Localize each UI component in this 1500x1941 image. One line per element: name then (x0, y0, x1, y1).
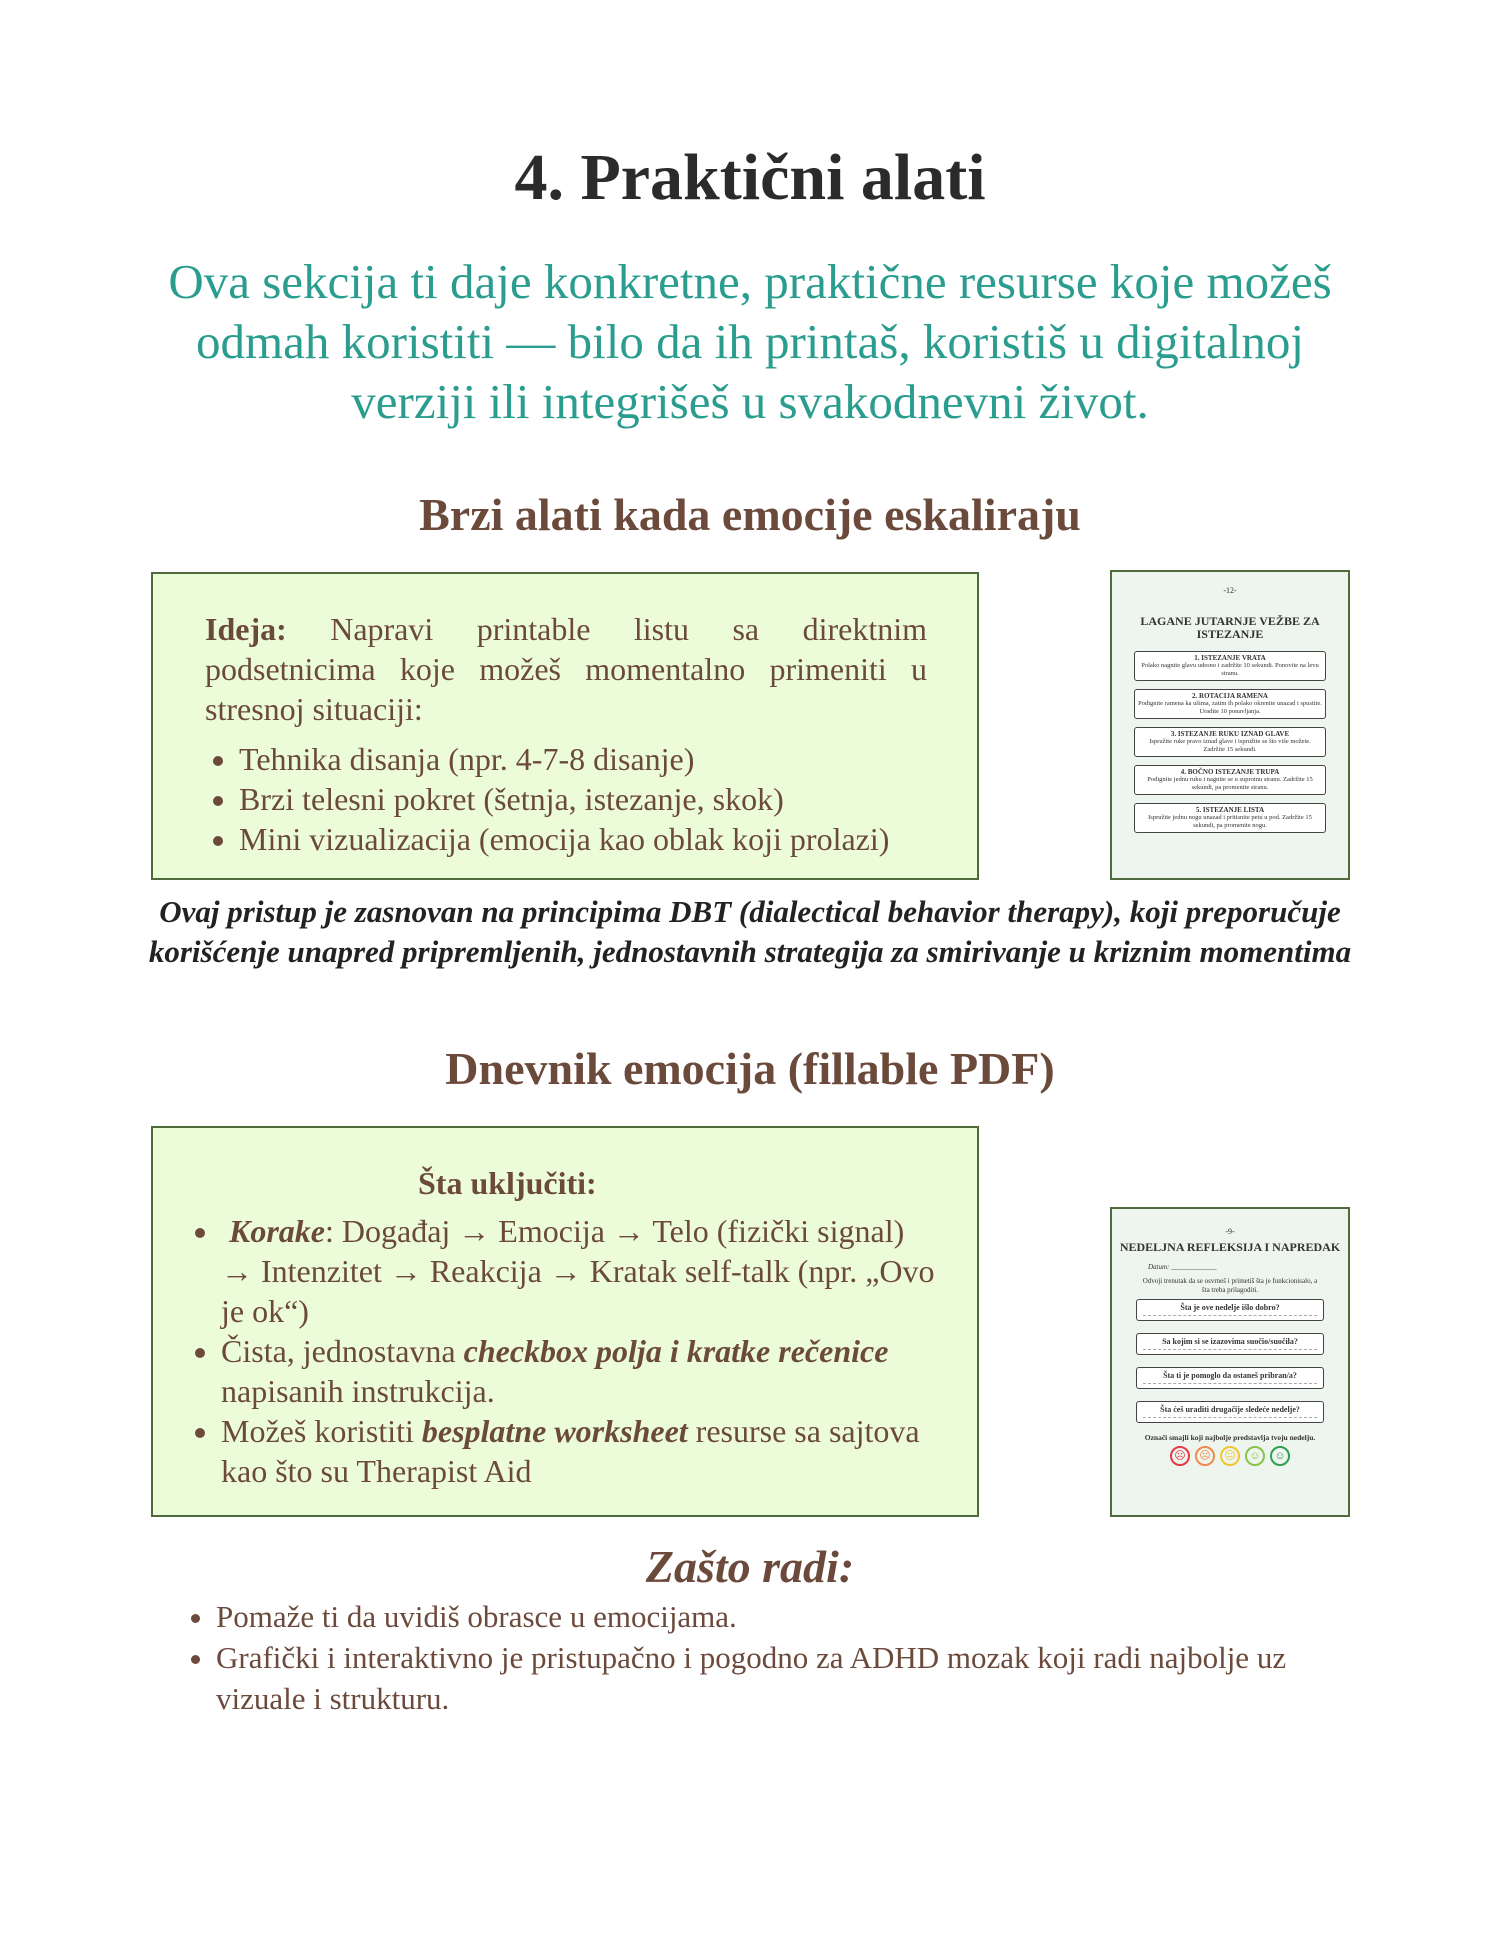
question-card: Šta ćeš uraditi drugačije sledeće nedelje? (1136, 1401, 1324, 1423)
emphasis: besplatne worksheet (421, 1413, 688, 1449)
list-item: • Grafički i interaktivno je pristupačno i pogodno za ADHD mozak koji radi najbolje uz vizuale i strukturu. (216, 1637, 1366, 1719)
section-heading-emotion-journal: Dnevnik emocija (fillable PDF) (445, 1043, 1055, 1094)
exercise-text: Ispružite ruke pravo iznad glave i ispružite se što više možete. Zadržite 15 sekundi. (1149, 738, 1311, 753)
emphasis: Korake (229, 1213, 325, 1249)
item-text: Možeš koristiti (221, 1413, 422, 1449)
exercise-card (1134, 651, 1326, 681)
question-card: Šta je ove nedelje išlo dobro? (1136, 1299, 1324, 1321)
sad-face-icon: ☹ (1195, 1446, 1215, 1466)
item-text: napisanih instrukcija. (221, 1373, 495, 1409)
list-item (221, 1211, 937, 1331)
item-text: : Događaj → Emocija → Telo (fizički signal) → Intenzitet → Reakcija → Kratak self-talk (npr. „Ovo je ok“) (221, 1213, 935, 1329)
idea-paragraph (205, 609, 927, 729)
list-item: • Pomaže ti da uvidiš obrasce u emocijama. (216, 1596, 1366, 1637)
exercise-text: Podignite ramena ka ušima, zatim ih polako okrenite unazad i spustite. Uradite 10 ponavljanja. (1138, 700, 1322, 715)
exercise-card (1134, 803, 1326, 833)
dbt-note: Ovaj pristup je zasnovan na principima DBT (dialectical behavior therapy), koji preporučuje korišćenje unapred pripremljenih, jednostavnih strategija za smirivanje u kriznim momentima (148, 894, 1352, 969)
idea-label: Ideja: (205, 611, 287, 647)
weekly-reflection-thumbnail (1110, 1207, 1350, 1517)
thumb-page-number: -12- (1223, 586, 1237, 595)
item-text: resurse sa sajtova kao što su Therapist Aid (221, 1413, 920, 1489)
list-item (221, 1411, 937, 1491)
thumb-title: NEDELJNA REFLEKSIJA I NAPREDAK (1119, 1240, 1341, 1254)
exercise-text: Podignite jednu ruku i nagnite se u suprotnu stranu. Zadržite 15 sekundi, pa promenite stranu. (1147, 776, 1313, 791)
include-subheading: Šta uključiti: (418, 1165, 597, 1201)
smile-face-icon: ☺ (1245, 1446, 1265, 1466)
why-heading: Zašto radi: (645, 1541, 855, 1592)
include-box (151, 1126, 979, 1517)
emphasis: checkbox polja i kratke rečenice (463, 1333, 889, 1369)
exercise-title: 5. ISTEZANJE LISTA (1195, 806, 1265, 814)
list-item (221, 1331, 937, 1411)
idea-text: Napravi printable listu sa direktnim podsetnicima koje možeš momentalno primeniti u stresnoj situaciji: (205, 611, 927, 727)
exercise-text: Ispružite jednu nogu unazad i pritisnite petu u pod. Zadržite 15 sekundi, pa promenite nogu. (1148, 814, 1312, 829)
question-card: Sa kojim si se izazovima suočio/suočila? (1136, 1333, 1324, 1355)
idea-list (205, 739, 927, 859)
list-item: • Tehnika disanja (npr. 4-7-8 disanje) (239, 739, 927, 779)
exercise-card (1134, 689, 1326, 719)
very-sad-face-icon: ☹ (1170, 1446, 1190, 1466)
include-list (183, 1211, 937, 1491)
stretching-worksheet-thumbnail (1110, 570, 1350, 880)
thumb-description: Odvoji trenutak da se osvrneš i primetiš šta je funkcionisalo, a šta treba prilagoditi. (1142, 1277, 1318, 1294)
list-item: • Brzi telesni pokret (šetnja, istezanje, skok) (239, 779, 927, 819)
exercise-card (1134, 727, 1326, 757)
exercise-title: 1. ISTEZANJE VRATA (1194, 654, 1266, 662)
neutral-face-icon: 😐︎ (1220, 1446, 1240, 1466)
smiley-row (1112, 1446, 1348, 1466)
exercise-title: 2. ROTACIJA RAMENA (1192, 692, 1268, 700)
page-title: 4. Praktični alati (514, 141, 986, 214)
list-item: • Mini vizualizacija (emocija kao oblak koji prolazi) (239, 819, 927, 859)
date-field: Datum: _____________ (1148, 1263, 1217, 1271)
exercise-text: Polako nagnite glavu udesno i zadržite 10 sekundi. Ponovite na levu stranu. (1141, 662, 1319, 677)
exercise-title: 3. ISTEZANJE RUKU IZNAD GLAVE (1170, 730, 1290, 738)
why-list (182, 1596, 1366, 1719)
exercise-card (1134, 765, 1326, 795)
idea-box (151, 572, 979, 880)
happy-face-icon: ☺ (1270, 1446, 1290, 1466)
exercise-title: 4. BOČNO ISTEZANJE TRUPA (1180, 768, 1280, 776)
question-card: Šta ti je pomoglo da ostaneš pribran/a? (1136, 1367, 1324, 1389)
section-heading-quick-tools: Brzi alati kada emocije eskaliraju (419, 489, 1081, 540)
smiley-label: Označi smajli koji najbolje predstavlja tvoju nedelju. (1144, 1433, 1316, 1442)
item-text: Čista, jednostavna (221, 1333, 464, 1369)
intro-text: Ova sekcija ti daje konkretne, praktične resurse koje možeš odmah koristiti — bilo da ih printaš, koristiš u digitalnoj verziji ili integrišeš u svakodnevni život. (168, 254, 1332, 429)
thumb-page-number: -9- (1225, 1227, 1235, 1236)
thumb-title: LAGANE JUTARNJE VEŽBE ZA ISTEZANJE (1140, 614, 1320, 641)
